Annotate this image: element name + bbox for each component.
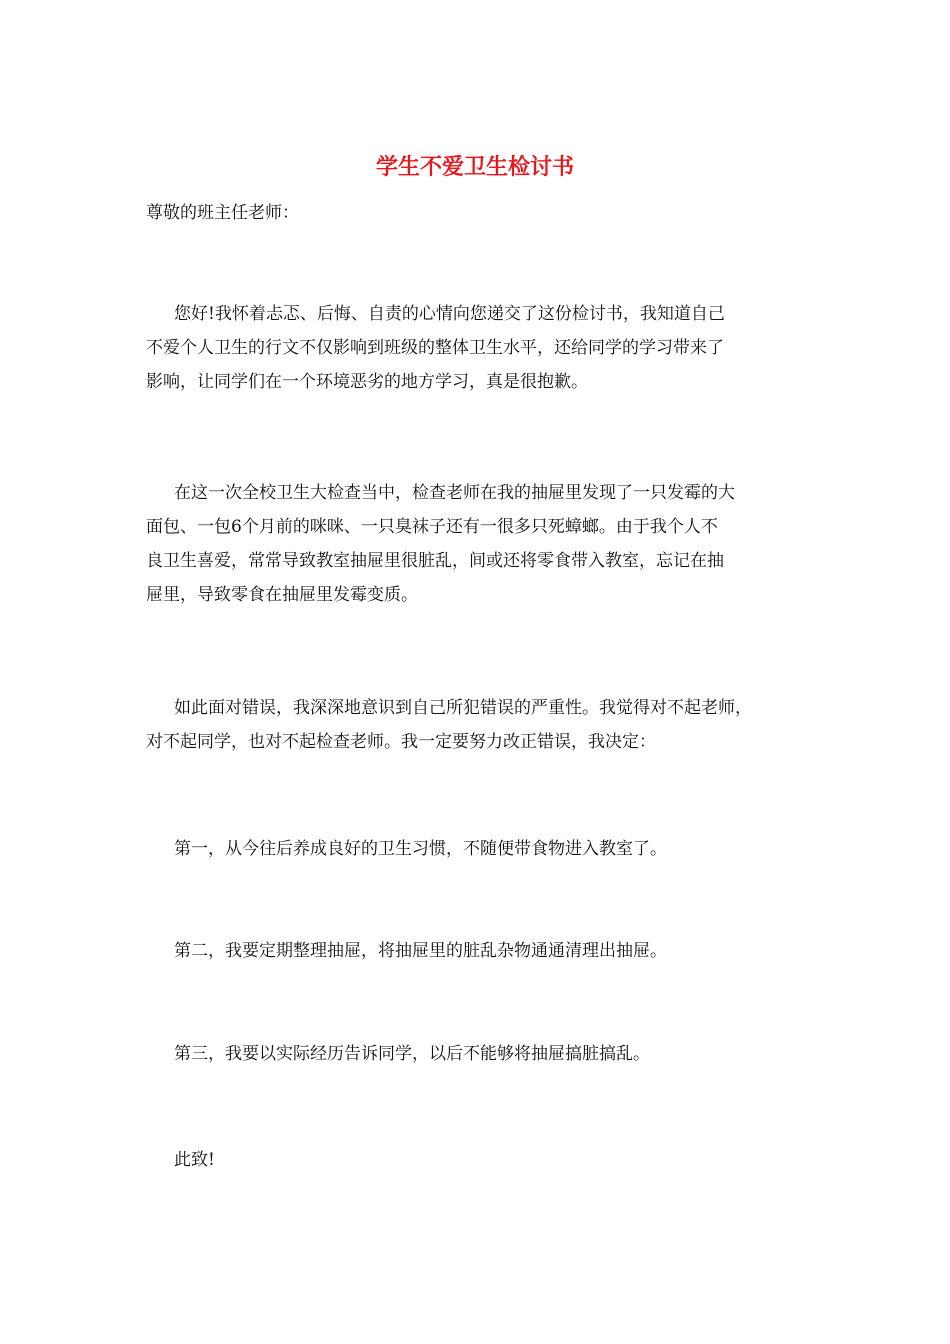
document-title: 学生不爱卫生检讨书 [375,154,574,180]
salutation: 尊敬的班主任老师： [146,203,299,223]
paragraph-line: 第二，我要定期整理抽屉，将抽屉里的脏乱杂物通通清理出抽屉。 [174,941,667,961]
paragraph-resolution-2 [146,934,826,968]
paragraph-line: 您好!我怀着忐忑、后悔、自责的心情向您递交了这份检讨书，我知道自己 [174,304,725,324]
paragraph-line: 不爱个人卫生的行文不仅影响到班级的整体卫生水平，还给同学的学习带来了 [146,338,724,358]
paragraph-resolution-1 [146,832,826,866]
paragraph-line: 第一，从今往后养成良好的卫生习惯，不随便带食物进入教室了。 [174,839,667,859]
paragraph-apology [146,297,826,399]
paragraph-line: 对不起同学，也对不起检查老师。我一定要努力改正错误，我决定： [146,732,656,752]
paragraph-resolution-3 [146,1037,826,1071]
paragraph-line: 此致! [174,1150,215,1170]
paragraph-line: 第三，我要以实际经历告诉同学，以后不能够将抽屉搞脏搞乱。 [174,1044,650,1064]
paragraph-line: 在这一次全校卫生大检查当中，检查老师在我的抽屉里发现了一只发霉的大 [174,483,735,503]
paragraph-incident [146,476,826,612]
paragraph-line: 良卫生喜爱，常常导致教室抽屉里很脏乱，间或还将零食带入教室，忘记在抽 [146,551,724,571]
paragraph-line: 面包、一包6个月前的咪咪、一只臭袜子还有一很多只死蟑螂。由于我个人不 [146,517,718,537]
paragraph-line: 影响，让同学们在一个环境恶劣的地方学习，真是很抱歉。 [146,372,588,392]
paragraph-reflection [146,691,826,759]
paragraph-line: 屉里，导致零食在抽屉里发霉变质。 [146,585,418,605]
paragraph-closing [146,1143,826,1177]
paragraph-line: 如此面对错误，我深深地意识到自己所犯错误的严重性。我觉得对不起老师， [174,698,752,718]
